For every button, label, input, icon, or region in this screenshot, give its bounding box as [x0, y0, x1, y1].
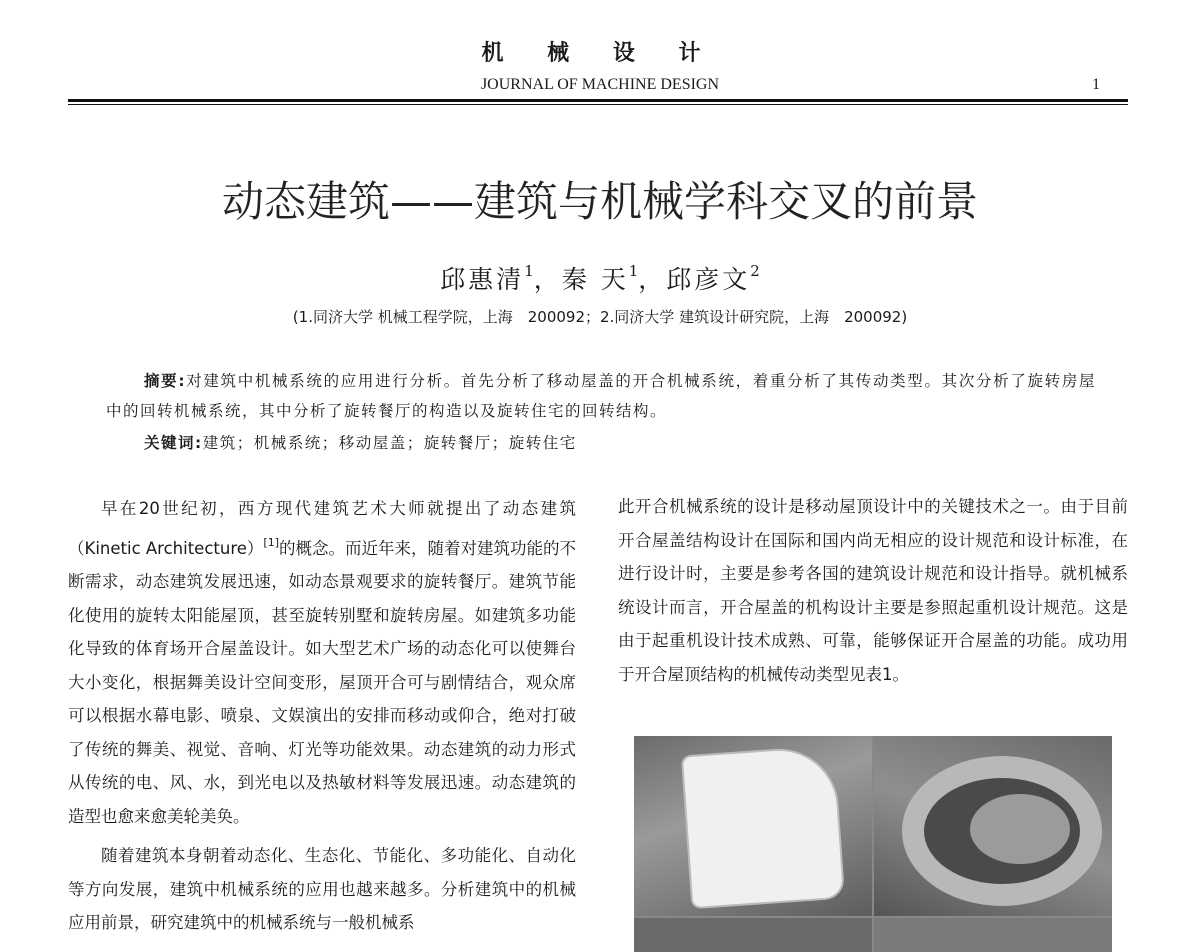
body-column-right [618, 490, 1128, 697]
author-affiliation-mark: 1 [628, 262, 639, 280]
author-name: 邱惠清 [440, 265, 525, 294]
affiliations: (1.同济大学 机械工程学院，上海 200092；2.同济大学 建筑设计研究院，上海 200092) [292, 308, 908, 326]
author-affiliation-mark: 1 [524, 262, 534, 280]
author-name: 秦 天 [561, 265, 629, 294]
header-rule-thick [68, 99, 1128, 102]
body-paragraph [68, 492, 576, 833]
keywords-label: 关键词: [144, 434, 203, 452]
abstract [106, 366, 1096, 426]
paragraph-text: 的概念。而近年来，随着对建筑功能的不断需求，动态建筑发展迅速，如动态景观要求的旋转餐厅。建筑节能化使用的旋转太阳能屋顶，甚至旋转别墅和旋转房屋。如建筑多功能化导致的体育场开合屋盖设计。如大型艺术广场的动态化可以使舞台大小变化，根据舞美设计空间变形，屋顶开合可与剧情结合，观众席可以根据水幕电影、喷泉、文娱演出的安排而移动或仰合，绝对打破了传统的舞美、视觉、音响、灯光等功能效果。动态建筑的动力形式从传统的电、风、水，到光电以及热敏材料等发展迅速。动态建筑的造型也愈来愈美轮美奂。 [68, 538, 576, 826]
author-affiliation-mark: 2 [750, 262, 760, 280]
roof-panel-shape [681, 745, 845, 909]
article-title: 动态建筑——建筑与机械学科交叉的前景 [221, 177, 978, 226]
journal-title-cn: 机 械 设 计 [481, 41, 719, 66]
retractable-roof-photo [634, 736, 872, 916]
figure-photo-lower-left [634, 918, 872, 952]
abstract-text: 对建筑中机械系统的应用进行分析。首先分析了移动屋盖的开合机械系统，着重分析了其传动类型。其次分析了旋转房屋中的回转机械系统，其中分析了旋转餐厅的构造以及旋转住宅的回转结构。 [106, 372, 1096, 420]
paragraph-text: 早在20世纪初，西方现代建筑艺术大师就提出了动态建筑（Kinetic Architecture） [68, 499, 576, 558]
body-paragraph: 此开合机械系统的设计是移动屋顶设计中的关键技术之一。由于目前开合屋盖结构设计在国际和国内尚无相应的设计规范和设计标准，在进行设计时，主要是参考各国的建筑设计规范和设计指导。就机械系统设计而言，开合屋盖的机构设计主要是参照起重机设计规范。这是由于起重机设计技术成熟、可靠，能够保证开合屋盖的功能。成功用于开合屋顶结构的机械传动类型见表1。 [618, 497, 1128, 684]
body-paragraph: 随着建筑本身朝着动态化、生态化、节能化、多功能化、自动化等方向发展，建筑中机械系统的应用也越来越多。分析建筑中的机械应用前景，研究建筑中的机械系统与一般机械系 [68, 846, 576, 932]
citation-ref: [1] [263, 535, 279, 549]
keywords-text: 建筑；机械系统；移动屋盖；旋转餐厅；旋转住宅 [202, 434, 577, 452]
body-column-left [68, 492, 576, 946]
author-name: 邱彦文 [666, 265, 751, 294]
stadium-aerial-photo [874, 736, 1112, 916]
keywords [144, 428, 1094, 458]
page-number: 1 [1092, 76, 1100, 93]
header-rule-thin [68, 104, 1128, 105]
author-list: 邱惠清$^1$，秦 天$^1$，邱彦文$^2$ [440, 262, 760, 294]
abstract-label: 摘要: [144, 372, 187, 390]
stadium-photo-figure [634, 736, 1112, 952]
figure-photo-lower-right [874, 918, 1112, 952]
stadium-opening-shape [970, 794, 1070, 864]
journal-title-en: JOURNAL OF MACHINE DESIGN [480, 76, 720, 93]
